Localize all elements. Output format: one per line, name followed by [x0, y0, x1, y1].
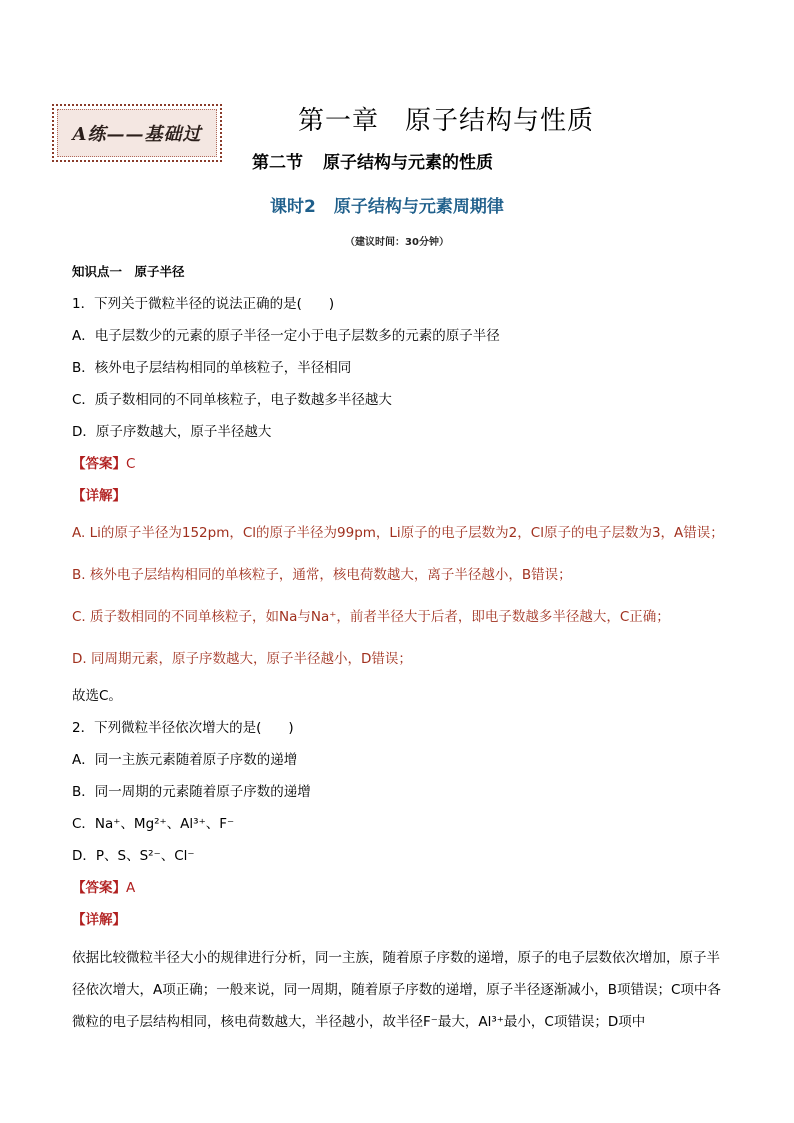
- answer-value: A: [126, 880, 136, 896]
- lesson-title: [270, 192, 504, 217]
- section-number: 第二节: [252, 153, 303, 173]
- question-1-stem: 1．下列关于微粒半径的说法正确的是( ): [72, 296, 335, 312]
- question-2-option-c: C．Na⁺、Mg²⁺、Al³⁺、F⁻: [72, 816, 235, 832]
- question-2-answer: [72, 878, 732, 898]
- section-name: 原子结构与元素的性质: [323, 153, 493, 173]
- question-2-option-d: D．P、S、S²⁻、Cl⁻: [72, 848, 195, 864]
- chapter-number: 第一章: [298, 106, 380, 136]
- question-1-explanation-d: D. 同周期元素，原子序数越大，原子半径越小，D错误；: [72, 651, 412, 667]
- question-1-explanation-b: B. 核外电子层结构相同的单核粒子，通常，核电荷数越大，离子半径越小，B错误；: [72, 567, 572, 583]
- question-1-explanation-a: A. Li的原子半径为152pm，Cl的原子半径为99pm，Li原子的电子层数为2，Cl原子的电子层数为3，A错误；: [72, 525, 724, 541]
- question-2-option-b: B．同一周期的元素随着原子序数的递增: [72, 784, 311, 800]
- question-1-answer: [72, 454, 732, 474]
- question-2-explanation: 依据比较微粒半径大小的规律进行分析，同一主族，随着原子序数的递增，原子的电子层数依次增加，原子半径依次增大，A项正确；一般来说，同一周期，随着原子序数的递增，原子半径逐渐减小，B项错误；C项中各微粒的电子层结构相同，核电荷数越大，半径越小，故半径F⁻最大，Al³⁺最小，C项错误；D项中: [72, 950, 721, 1030]
- knowledge-point-heading: 知识点一 原子半径: [72, 264, 185, 279]
- answer-value: C: [126, 456, 136, 472]
- chapter-title: [298, 100, 594, 137]
- lesson-number: 课时2: [270, 197, 316, 217]
- lesson-name: 原子结构与元素周期律: [333, 197, 504, 217]
- question-1-explanation-c: C. 质子数相同的不同单核粒子，如Na与Na⁺，前者半径大于后者，即电子数越多半径越大，C正确；: [72, 609, 670, 625]
- question-2-option-a: A．同一主族元素随着原子序数的递增: [72, 752, 298, 768]
- badge-label: A练——基础过: [57, 109, 217, 157]
- answer-label: 【答案】: [72, 880, 126, 896]
- question-1-option-b: B．核外电子层结构相同的单核粒子，半径相同: [72, 360, 352, 376]
- question-1-conclusion: 故选C。: [72, 688, 122, 704]
- question-2-stem: 2．下列微粒半径依次增大的是( ): [72, 720, 294, 736]
- chapter-name: 原子结构与性质: [405, 106, 595, 136]
- question-2-detail-label: 【详解】: [72, 912, 126, 928]
- question-1-option-d: D．原子序数越大，原子半径越大: [72, 424, 272, 440]
- practice-level-badge: [52, 104, 222, 162]
- content-body: [72, 262, 732, 1038]
- question-1-detail-label: 【详解】: [72, 488, 126, 504]
- answer-label: 【答案】: [72, 456, 126, 472]
- question-1-option-a: A．电子层数少的元素的原子半径一定小于电子层数多的元素的原子半径: [72, 328, 500, 344]
- suggested-time: （建议时间：30分钟）: [345, 237, 449, 248]
- question-1-option-c: C．质子数相同的不同单核粒子，电子数越多半径越大: [72, 392, 392, 408]
- section-title: [252, 148, 493, 173]
